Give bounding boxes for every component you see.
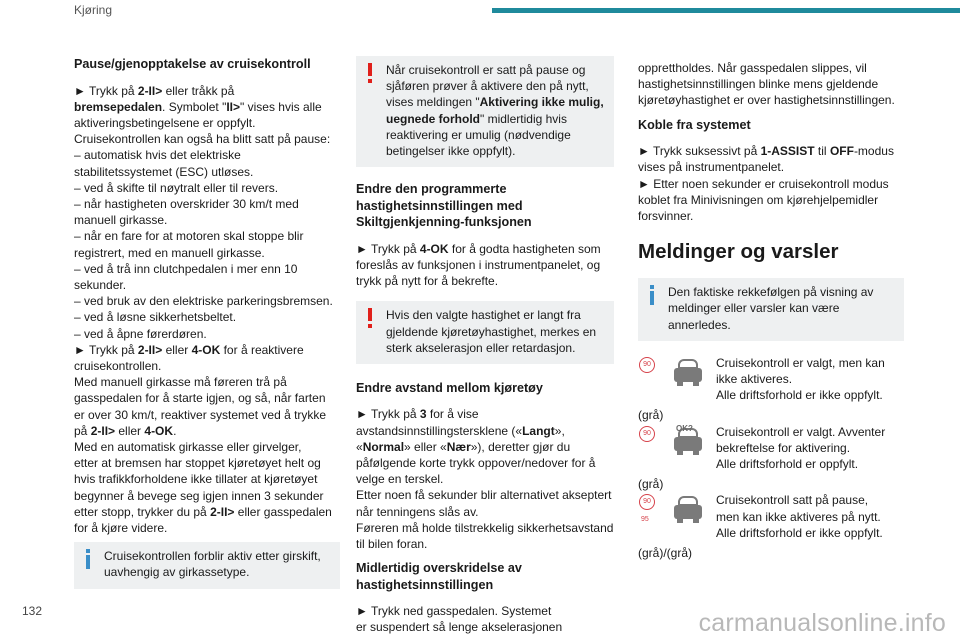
temporary-overspeed-body (356, 603, 614, 635)
text-line: cruisekontrollen. (74, 358, 162, 373)
text-line: registrert, med en manuell girkasse. (74, 245, 265, 260)
column-1 (74, 56, 340, 603)
text-line: betingelser ikke oppfylt). (386, 144, 516, 159)
info-icon (647, 285, 665, 305)
column-3 (638, 60, 904, 561)
text-line: gjeldende kjøretøyhastighet, merkes en (386, 324, 597, 339)
text-line: aktiveringsbetingelsene er oppfylt. (74, 115, 256, 130)
text-line: velge en terskel. (356, 472, 444, 487)
text-line: vises på instrumentpanelet. (638, 160, 785, 175)
speed-sign-body (356, 241, 614, 290)
text-line: forsvinner. (638, 208, 694, 223)
ok-question-label: OK? (676, 423, 693, 433)
text-line: Etter noen få sekunder blir alternativet akseptert (356, 488, 612, 503)
text-line: på 2-II> eller 4-OK. (74, 423, 177, 438)
warning-note-acceleration (356, 301, 614, 364)
text-line: for å kjøre videre. (74, 520, 168, 535)
text-line: ► Trykk ned gasspedalen. Systemet (356, 604, 552, 619)
cruise-control-car-icon (674, 494, 702, 524)
text-line: etter at bremsen har stoppet kjøretøyet helt og (74, 456, 321, 471)
text-line: uegnede forhold" midlertidig hvis (386, 111, 567, 126)
text-line: Føreren må holde tilstrekkelig sikkerhetsavstand (356, 520, 614, 535)
warning-icon (365, 63, 383, 83)
vehicle-distance-body (356, 406, 614, 552)
text-line: ► Trykk på 2-II> eller tråkk på (74, 83, 235, 98)
text-line: trykk på nytt for å bekrefte. (356, 274, 499, 289)
text-line: ► Trykk suksessivt på 1-ASSIST til OFF-modus (638, 144, 894, 159)
text-line: avstandsinnstillingstersklene («Langt», (356, 423, 565, 438)
text-line: – ved å trå inn clutchpedalen i mer enn 10 (74, 261, 298, 276)
heading-pause-resume: Pause/gjenopptakelse av cruisekontroll (74, 57, 311, 71)
text-line: Cruisekontrollen kan også ha blitt satt på pause: (74, 132, 331, 147)
text-line: hvis trafikkforholdene ikke tillater at kjøretøyet (74, 472, 318, 487)
disconnect-system-body (638, 143, 904, 224)
text-line: – når hastigheten overskrider 30 km/t med (74, 196, 299, 211)
text-line: bremsepedalen. Symbolet "II>" vises hvis alle (74, 99, 322, 114)
info-note-text (104, 548, 332, 580)
info-note-gearshift (74, 542, 340, 588)
text-line: begynner å bevege seg igjen innen 3 sekunder (74, 488, 324, 503)
text-line: «Normal» eller «Nær»), deretter gjør du (356, 439, 571, 454)
info-note-message-order (638, 278, 904, 341)
column-2 (356, 56, 614, 636)
message-color-note: (grå)/(grå) (638, 545, 693, 560)
text-line: sjåføren prøver å aktivere den på nytt, (386, 79, 589, 94)
text-line: – ved bruk av den elektriske parkeringsbremsen. (74, 294, 333, 309)
pause-resume-body (74, 83, 340, 537)
text-line: sterk akselerasjon eller retardasjon. (386, 340, 576, 355)
text-line: sekunder. (74, 277, 127, 292)
watermark: carmanualsonline.info (698, 609, 946, 637)
message-item (638, 492, 904, 541)
text-line: ► Etter noen sekunder er cruisekontroll modus (638, 176, 889, 191)
message-color-note: (grå) (638, 408, 664, 423)
cruise-control-car-icon (674, 357, 702, 387)
warning-note-text (386, 307, 606, 356)
text-line: foreslås av funksjonen i instrumentpanelet, og (356, 257, 601, 272)
message-list (638, 355, 904, 561)
text-line: ► Trykk på 2-II> eller 4-OK for å reaktivere (74, 342, 304, 357)
text-line: – ved å åpne førerdøren. (74, 326, 207, 341)
heading-messages-warnings: Meldinger og varsler (638, 240, 839, 264)
text-line: – når en fare for at motoren skal stoppe blir (74, 229, 304, 244)
text-line: hastighetsinnstillingen blinke mens gjeldende (638, 77, 879, 92)
header-accent-bar (492, 8, 960, 13)
message-text: Cruisekontroll er valgt. Avventer bekreftelse for aktivering. Alle driftsforhold er oppfylt. (716, 424, 886, 471)
text-line: Når cruisekontroll er satt på pause og (386, 63, 586, 77)
heading-temporary-overspeed: Midlertidig overskridelse av hastighetsinnstillingen (356, 561, 522, 592)
text-line: er suspendert så lenge akselerasjonen (356, 620, 563, 635)
text-line: – ved å skifte til nøytralt eller til revers. (74, 180, 279, 195)
warning-note-text (386, 62, 606, 159)
speed-limit-code-icon: 90 (639, 426, 655, 442)
message-item (638, 355, 904, 404)
text-line: – ved å løsne sikkerhetsbeltet. (74, 310, 237, 325)
text-line: meldinger eller varsler kan være (668, 301, 840, 316)
text-line: når tenningens slås av. (356, 504, 479, 519)
header-section-title: Kjøring (74, 3, 113, 17)
text-line: kjøretøyhastighet er over hastighetsinnstillingen. (638, 93, 895, 108)
secondary-speed-code: 95 (641, 516, 649, 524)
text-line: gasspedalen for å starte igjen, og så, når farten (74, 391, 326, 406)
text-line: uavhengig av girkassetype. (104, 565, 250, 580)
text-line: – automatisk hvis det elektriske (74, 148, 241, 163)
speed-limit-code-icon: 90 (639, 494, 655, 510)
message-item (638, 424, 904, 473)
heading-vehicle-distance: Endre avstand mellom kjøretøy (356, 380, 543, 395)
info-icon (83, 549, 101, 569)
text-line: opprettholdes. Når gasspedalen slippes, vil (638, 61, 867, 75)
info-note-text (668, 284, 896, 333)
message-color-note: (grå) (638, 477, 664, 492)
message-text: Cruisekontroll er valgt, men kan ikke aktiveres. Alle driftsforhold er ikke oppfylt. (716, 355, 885, 403)
page-number: 132 (22, 604, 43, 618)
text-line: er over 30 km/t, reaktiver systemet ved å trykke (74, 407, 327, 422)
text-line: påfølgende korte trykk oppover/nedover for å (356, 456, 596, 471)
text-line: reaktivering er umulig (nødvendige (386, 127, 571, 142)
message-text: Cruisekontroll satt på pause, men kan ikke aktiveres på nytt. Alle driftsforhold er ikke oppfylt. (716, 493, 883, 540)
speed-limit-code-icon: 90 (639, 357, 655, 373)
text-line: vises meldingen "Aktivering ikke mulig, (386, 95, 604, 110)
text-line: koblet fra Minivisningen om kjørehjelpemidler (638, 192, 879, 207)
text-line: Med manuell girkasse må føreren trå på (74, 375, 287, 390)
text-line: annerledes. (668, 317, 731, 332)
text-line: Med en automatisk girkasse eller girvelger, (74, 439, 302, 454)
text-line: manuell girkasse. (74, 213, 168, 228)
text-line: ► Trykk på 4-OK for å godta hastigheten som (356, 241, 601, 256)
text-line: Cruisekontrollen forblir aktiv etter girskift, (104, 549, 321, 564)
text-line: etter stopp, trykker du på 2-II> eller gasspedalen (74, 504, 332, 519)
overspeed-continuation (638, 60, 904, 109)
warning-icon (365, 308, 383, 328)
heading-speed-sign-recognition: Endre den programmerte hastighetsinnstillingen med Skiltgjenkjenning-funksjonen (356, 182, 532, 230)
text-line: stabilitetssystemet (ESC) utløses. (74, 164, 254, 179)
heading-disconnect-system: Koble fra systemet (638, 117, 751, 132)
text-line: ► Trykk på 3 for å vise (356, 407, 479, 422)
text-line: Den faktiske rekkefølgen på visning av (668, 285, 874, 300)
text-line: til bilen foran. (356, 537, 428, 552)
warning-note-reactivation (356, 56, 614, 167)
text-line: Hvis den valgte hastighet er langt fra (386, 308, 581, 323)
